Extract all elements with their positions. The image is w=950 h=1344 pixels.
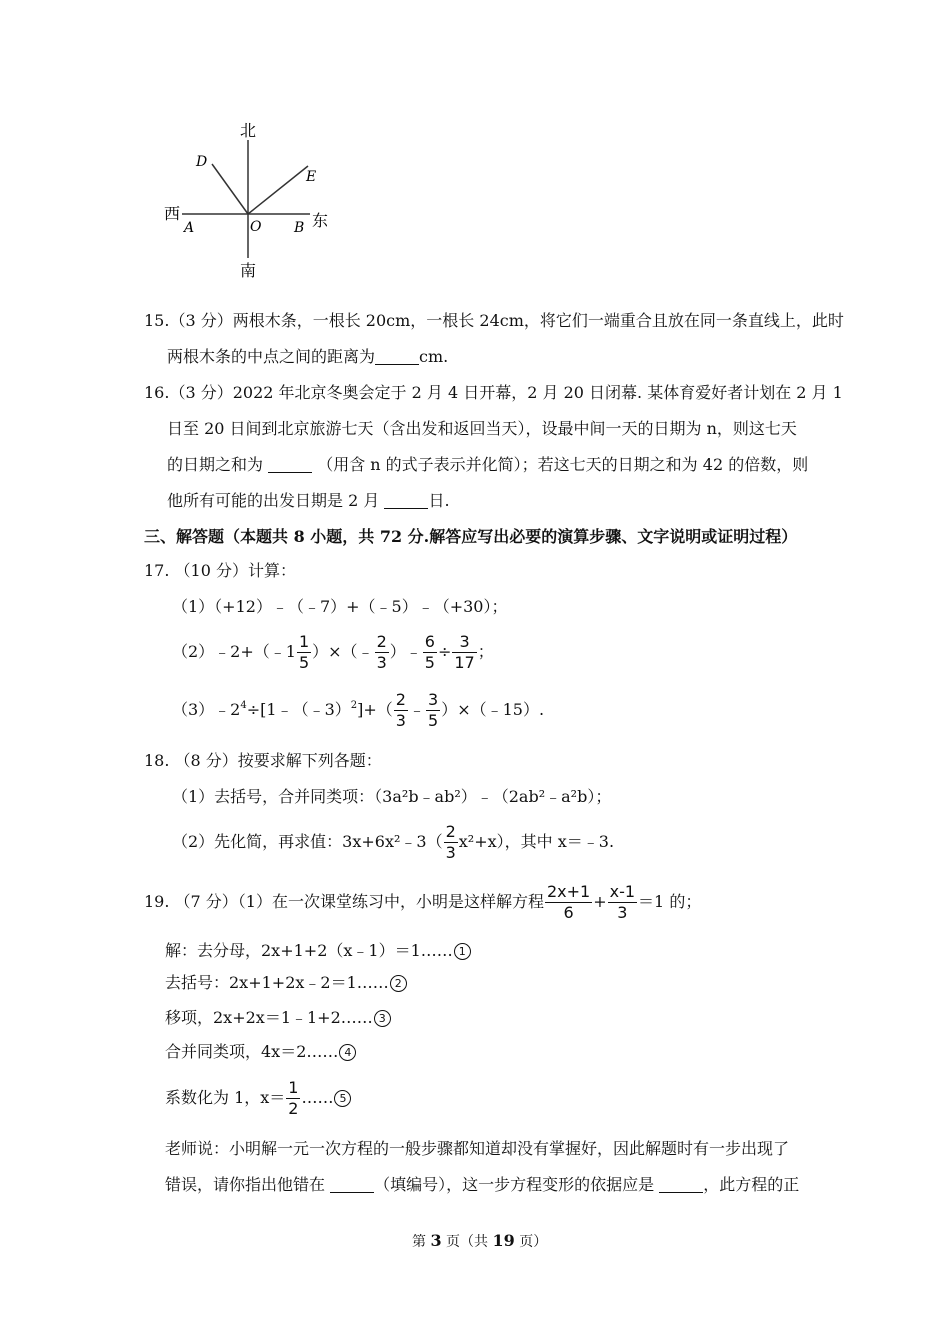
q19-header-text: 19. （7 分）（1）在一次课堂练习中，小明是这样解方程 <box>144 892 544 911</box>
ray-oe <box>248 166 308 214</box>
q16-line4 <box>167 490 450 512</box>
q15-text1: （3 分）两根木条，一根长 20cm，一根长 24cm，将它们一端重合且放在同一条直线上，此时 <box>169 311 844 330</box>
circled-number: 4 <box>339 1044 356 1061</box>
frac-num: 3 <box>428 690 439 709</box>
q17-part1: （1）（+12）﹣（﹣7）+（﹣5）﹣（+30）； <box>172 597 508 616</box>
q19-step3 <box>165 1007 391 1029</box>
q17-p3-mid: ÷[1﹣（﹣3） <box>246 700 351 719</box>
q19-step4 <box>165 1041 356 1063</box>
label-e: E <box>306 169 317 185</box>
q19-frac2 <box>608 882 637 923</box>
label-west: 西 <box>164 204 181 223</box>
q17-p2-div: ÷ <box>437 642 452 661</box>
q15-line2 <box>167 346 448 368</box>
q19-blank1 <box>330 1176 374 1193</box>
q16-text3b: （用含 n 的式子表示并化简）；若这七天的日期之和为 42 的倍数，则 <box>317 455 809 474</box>
q19-t2c: ，此方程的正 <box>703 1175 800 1194</box>
label-north: 北 <box>240 121 257 140</box>
label-east: 东 <box>312 211 329 230</box>
label-o: O <box>250 219 262 235</box>
frac-num: 2 <box>376 632 387 651</box>
q16-text1: （3 分）2022 年北京冬奥会定于 2 月 4 日开幕，2 月 20 日闭幕. 某体育爱好者计划在 2 月 1 <box>169 383 843 402</box>
footer-suffix: 页） <box>514 1234 548 1250</box>
q19-step4-text: 合并同类项，4x＝2…… <box>165 1042 339 1061</box>
footer-prefix: 第 <box>412 1234 431 1250</box>
q15-unit: cm. <box>419 347 449 366</box>
q19-teacher-line1: 老师说：小明解一元一次方程的一般步骤都知道却没有掌握好，因此解题时有一步出现了 <box>165 1139 790 1158</box>
q19-step3-text: 移项，2x+2x＝1﹣1+2…… <box>165 1008 373 1027</box>
q18-part2 <box>172 822 614 863</box>
frac-num: 2 <box>445 822 456 841</box>
q19-eq-end: ＝1 的； <box>638 892 702 911</box>
q19-step1 <box>165 940 471 962</box>
frac-den: 3 <box>395 711 406 730</box>
frac-num: 2 <box>395 690 406 709</box>
footer-page-number: 3 <box>430 1231 442 1250</box>
q19-plus: + <box>593 892 607 911</box>
q16-line2: 日至 20 日间到北京旅游七天（含出发和返回当天），设最中间一天的日期为 n，则这七天 <box>167 419 797 438</box>
q18-p2-prefix: （2）先化简，再求值：3x+6x²﹣3（ <box>172 832 443 851</box>
frac-den: 2 <box>288 1099 299 1118</box>
frac-num: 1 <box>298 632 310 651</box>
footer-mid: 页（共 <box>441 1234 493 1250</box>
frac-den: 3 <box>617 903 628 922</box>
q15-line1 <box>144 310 844 332</box>
frac-den: 3 <box>445 843 456 862</box>
q17-p3-frac2 <box>426 690 440 731</box>
circled-number: 1 <box>454 943 471 960</box>
q19-step2 <box>165 972 407 994</box>
q17-p3-sup4: 4 <box>240 700 247 711</box>
frac-num: x-1 <box>609 882 636 901</box>
q17-part3 <box>172 690 544 731</box>
q17-p2-mid1: ）×（﹣ <box>312 642 374 661</box>
q18-part1: （1）去括号，合并同类项：（3a²b﹣ab²）﹣（2ab²﹣a²b）； <box>172 787 612 806</box>
q15-text2: 两根木条的中点之间的距离为 <box>167 347 376 366</box>
q16-blank2 <box>384 492 428 509</box>
q17-part2 <box>172 632 494 673</box>
q16-text3a: 的日期之和为 <box>167 455 264 474</box>
label-d: D <box>196 154 208 170</box>
frac-den: 3 <box>376 653 387 672</box>
compass-figure <box>160 118 340 283</box>
frac-den: 5 <box>428 711 439 730</box>
q17-p2-frac2 <box>375 632 389 673</box>
footer-total-pages: 19 <box>492 1231 515 1250</box>
q17-p2-frac3 <box>423 632 437 673</box>
q16-number: 16. <box>144 383 170 402</box>
frac-den: 6 <box>563 903 574 922</box>
q17-p2-end: ； <box>477 642 494 661</box>
q18-header: 18. （8 分）按要求解下列各题： <box>144 751 382 770</box>
q17-p2-frac1 <box>297 632 311 673</box>
frac-num: 2x+1 <box>546 882 591 901</box>
q19-t2b: （填编号），这一步方程变形的依据应是 <box>374 1175 655 1194</box>
q18-p2-frac <box>444 822 458 863</box>
frac-den: 5 <box>298 653 310 672</box>
circled-number: 2 <box>390 975 407 992</box>
q19-blank2 <box>659 1176 703 1193</box>
q16-blank1 <box>268 456 312 473</box>
q17-p3-mid2: ]+（ <box>357 700 393 719</box>
section3-heading: 三、解答题（本题共 8 小题，共 72 分.解答应写出必要的演算步骤、文字说明或证明过程） <box>144 527 798 546</box>
circled-number: 5 <box>334 1090 351 1107</box>
q17-p3-frac1 <box>394 690 408 731</box>
q18-p2-after: x²+x），其中 x＝﹣3. <box>458 832 615 851</box>
label-south: 南 <box>240 261 257 280</box>
q16-text4a: 他所有可能的出发日期是 2 月 <box>167 491 380 510</box>
q17-p3-end: ）×（﹣15）. <box>441 700 545 719</box>
q19-step1-text: 解：去分母，2x+1+2（x﹣1）＝1…… <box>165 941 453 960</box>
q19-step5 <box>165 1078 351 1119</box>
q17-p2-prefix: （2）﹣2+（﹣1 <box>172 642 296 661</box>
q16-line1 <box>144 382 843 404</box>
label-a: A <box>184 220 195 236</box>
ray-od <box>212 164 248 214</box>
q17-p2-frac4 <box>452 632 476 673</box>
frac-num: 6 <box>424 632 435 651</box>
q17-p3-sup2: 2 <box>350 700 358 711</box>
q19-step2-text: 去括号：2x+1+2x﹣2＝1…… <box>165 973 389 992</box>
q19-step5-text: 系数化为 1，x＝ <box>165 1088 286 1107</box>
q15-number: 15. <box>144 311 170 330</box>
label-b: B <box>294 220 305 236</box>
q19-frac1 <box>545 882 592 923</box>
frac-den: 17 <box>454 653 475 672</box>
frac-num: 3 <box>452 632 476 653</box>
q15-blank <box>375 348 419 365</box>
q16-text4b: 日. <box>428 491 450 510</box>
frac-num: 1 <box>288 1078 299 1097</box>
circled-number: 3 <box>374 1010 391 1027</box>
frac-den: 5 <box>424 653 435 672</box>
q19-t2a: 错误，请你指出他错在 <box>165 1175 326 1194</box>
q17-header: 17. （10 分）计算： <box>144 561 296 580</box>
q17-p3-minus: ﹣ <box>408 700 425 719</box>
q17-p2-mid2: ）﹣ <box>389 642 422 661</box>
page-footer <box>412 1230 547 1253</box>
q17-p3-prefix: （3）﹣2 <box>172 700 241 719</box>
q16-line3 <box>167 454 808 476</box>
q19-teacher-line2 <box>165 1174 799 1196</box>
q19-step5-dots: …… <box>301 1088 334 1107</box>
q19-step5-frac <box>286 1078 300 1119</box>
q19-header <box>144 882 701 923</box>
